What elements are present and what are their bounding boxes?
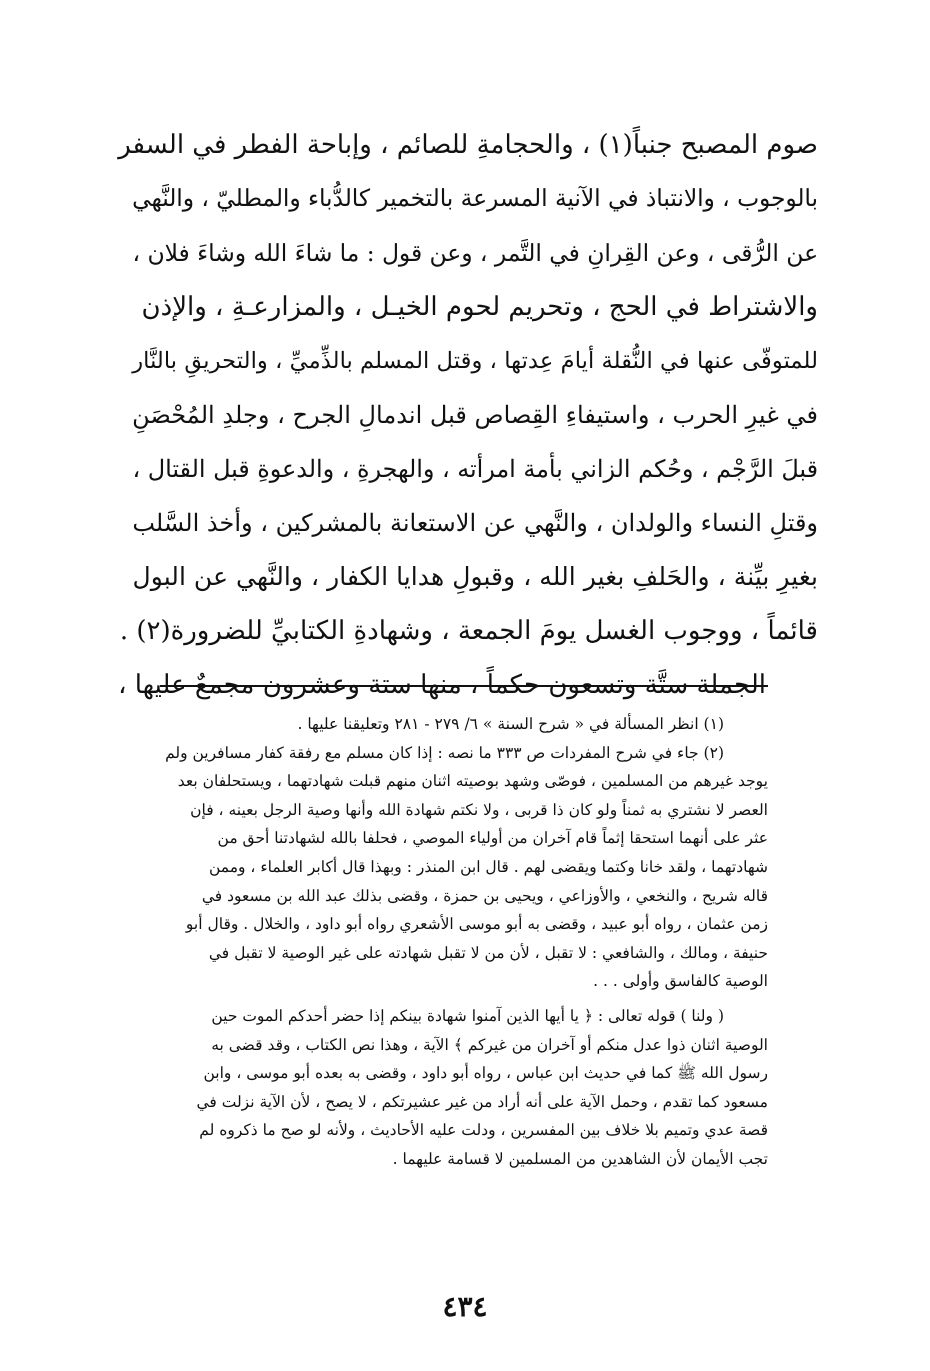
footnote-line: (٢) جاء في شرح المفردات ص ٣٣٣ ما نصه : إذا كان مسلم مع رفقة كفار مسافرين ولم bbox=[165, 743, 724, 762]
main-text-line: بغيرِ بيِّنة ، والحَلفِ بغير الله ، وقبولِ هدايا الكفار ، والنَّهي عن البول bbox=[132, 562, 818, 591]
footnote-line: حنيفة ، ومالك ، والشافعي : لا تقبل ، لأن من لا تقبل شهادته على غير الوصية لا تقبل في bbox=[208, 943, 768, 962]
footnote-line: شهادتهما ، ولقد خانا وكتما ويقضى لهم . قال ابن المنذر : وبهذا قال أكابر العلماء ، وممن bbox=[208, 857, 768, 876]
footnote-line: مسعود كما تقدم ، وحمل الآية على أنه أراد من غير عشيرتكم ، لا يصح ، لأن الآية نزلت في bbox=[196, 1092, 768, 1111]
main-text-line: قائماً ، ووجوب الغسل يومَ الجمعة ، وشهادةِ الكتابيِّ للضرورة(٢) . bbox=[119, 616, 818, 646]
main-text-line: صوم المصبح جنباً(١) ، والحجامةِ للصائم ، وإباحة الفطر في السفر bbox=[118, 130, 818, 160]
main-text-line: عن الرُّقى ، وعن القِرانِ في التَّمر ، وعن قول : ما شاءَ الله وشاءَ فلان ، bbox=[132, 239, 818, 267]
footnote-line: عثر على أنهما استحقا إثماً قام آخران من أولياء الموصي ، فحلفا بالله لشهادتنا أحق من bbox=[217, 829, 768, 848]
footnote-line: رسول الله ﷺ كما في حديث ابن عباس ، رواه أبو داود ، وقضى به بعده أبو موسى ، وابن bbox=[203, 1064, 768, 1083]
footnote-line: ( ولنا ) قوله تعالى : ﴿ يا أيها الذين آمنوا شهادة بينكم إذا حضر أحدكم الموت حين bbox=[211, 1006, 724, 1025]
main-text-line: بالوجوب ، والانتباذ في الآنية المسرعة بالتخمير كالدُّباء والمطليّ ، والنَّهي bbox=[132, 185, 818, 212]
main-text-line: في غيرِ الحرب ، واستيفاءِ القِصاص قبل اندمالِ الجرح ، وجلدِ المُحْصَنِ bbox=[132, 401, 818, 429]
main-text-line: للمتوفّى عنها في النُّقلة أيامَ عِدتها ، وقتل المسلم بالذِّميِّ ، والتحريقِ بالنَّار bbox=[132, 348, 818, 374]
footnote-line: (١) انظر المسألة في « شرح السنة » ٦/ ٢٧٩ - ٢٨١ وتعليقنا عليها . bbox=[297, 715, 724, 733]
footnote-separator bbox=[160, 685, 768, 687]
footnote-line: زمن عثمان ، رواه أبو عبيد ، وقضى به أبو موسى الأشعري رواه أبو داود ، والخلال . وقال أبو bbox=[185, 915, 768, 934]
footnote-line: يوجد غيرهم من المسلمين ، فوصّى وشهد بوصيته اثنان منهم قبلت شهادتهما ، ويستحلفان بعد bbox=[177, 772, 768, 791]
footnote-line: الوصية اثنان ذوا عدل منكم أو آخران من غيركم ﴾ الآية ، وهذا نص الكتاب ، وقد قضى به bbox=[211, 1035, 768, 1054]
footnotes-block bbox=[160, 710, 768, 1174]
main-text-line: وقتلِ النساء والولدان ، والنَّهي عن الاستعانة بالمشركين ، وأخذ السَّلب bbox=[132, 509, 818, 537]
footnote-line: قاله شريح ، والنخعي ، والأوزاعي ، ويحيى بن حمزة ، وقضى بذلك عبد الله بن مسعود في bbox=[201, 886, 768, 905]
footnote-line: الوصية كالفاسق وأولى . . . bbox=[593, 972, 768, 991]
main-text-block bbox=[118, 118, 818, 712]
footnote-line: العصر لا نشتري به ثمناً ولو كان ذا قربى ، ولا نكتم شهادة الله وأنها وصية الرجل بعينه ، فإن bbox=[190, 800, 768, 819]
main-text-line: والاشتراط في الحج ، وتحريم لحوم الخيـل ، والمزارعـةِ ، والإذن bbox=[141, 292, 818, 322]
footnote-line: تجب الأيمان لأن الشاهدين من المسلمين لا قسامة عليهما . bbox=[392, 1149, 768, 1168]
footnote-line: قصة عدي وتميم بلا خلاف بين المفسرين ، ودلت عليه الأحاديث ، ولأنه لو صح ما ذكروه لم bbox=[199, 1121, 768, 1140]
main-text-line: الجملة ستَّة وتسعون حكماً ، منها ستة وعشرون مجمعٌ عليها ، bbox=[118, 670, 766, 700]
page-number: ٤٣٤ bbox=[442, 1290, 488, 1323]
main-text-line: قبلَ الرَّجْم ، وحُكم الزاني بأمة امرأته ، والهجرةِ ، والدعوةِ قبل القتال ، bbox=[132, 455, 818, 483]
